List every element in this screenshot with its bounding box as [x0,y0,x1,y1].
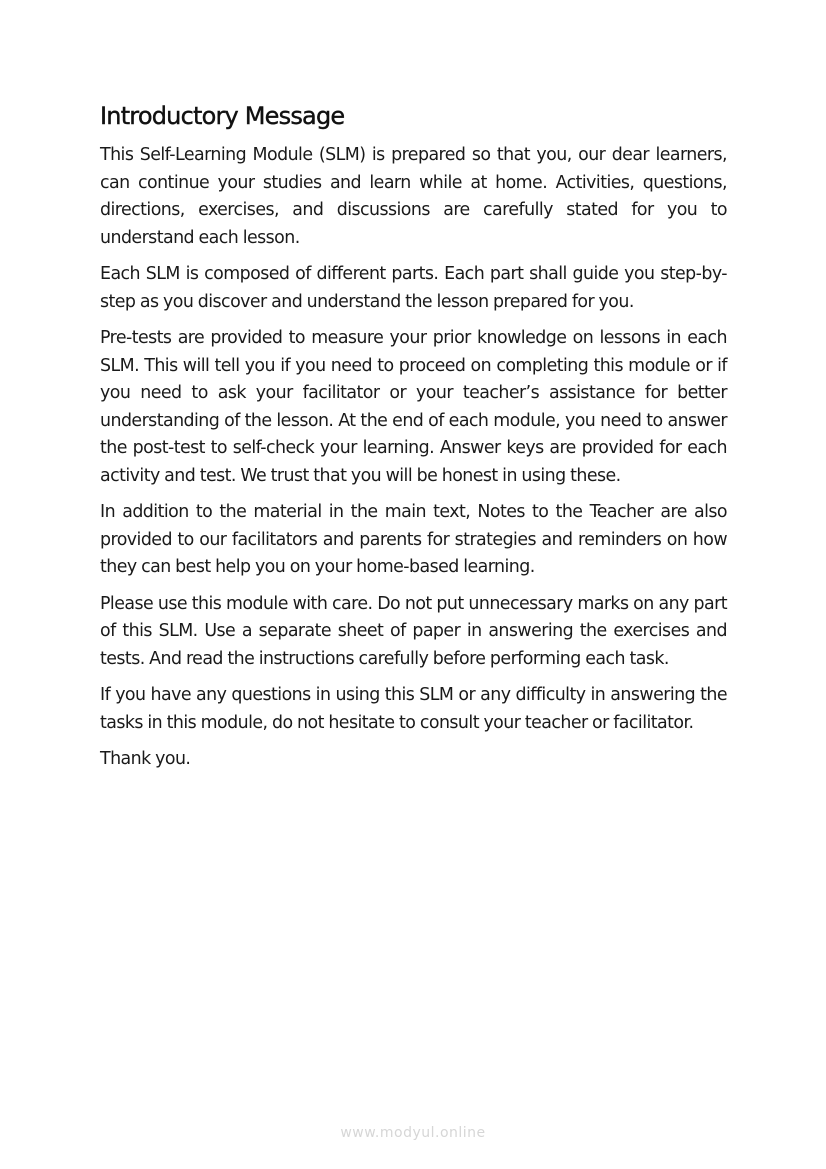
paragraph-care: Please use this module with care. Do not put unnecessary marks on any part of this SLM. Use a separate sheet of paper in answering the exercises and tests. And read the instructions carefully before performing each task. [100,593,727,669]
document-page [100,100,727,783]
paragraph-intro: This Self-Learning Module (SLM) is prepared so that you, our dear learners, can continue your studies and learn while at home. Activities, questions, directions, exercises, and discussions are carefully stated for you to understand each lesson. [100,145,727,248]
watermark: www.modyul.online [340,1125,486,1141]
paragraph-questions: If you have any questions in using this SLM or any difficulty in answering the tasks in this module, do not hesitate to consult your teacher or facilitator. [100,685,727,733]
paragraph-parts: Each SLM is composed of different parts. Each part shall guide you step-by-step as you discover and understand the lesson prepared for you. [100,264,727,312]
paragraph-teacher-notes: In addition to the material in the main text, Notes to the Teacher are also provided to our facilitators and parents for strategies and reminders on how they can best help you on your home-based learning. [100,502,727,577]
page-title: Introductory Message [100,102,345,130]
paragraph-tests: Pre-tests are provided to measure your prior knowledge on lessons in each SLM. This will tell you if you need to proceed on completing this module or if you need to ask your facilitator or your teacher’s assistance for better understanding of the lesson. At the end of each module, you need to answer the post-test to self-check your learning. Answer keys are provided for each activity and test. We trust that you will be honest in using these. [100,328,727,486]
paragraph-thanks: Thank you. [100,749,191,769]
